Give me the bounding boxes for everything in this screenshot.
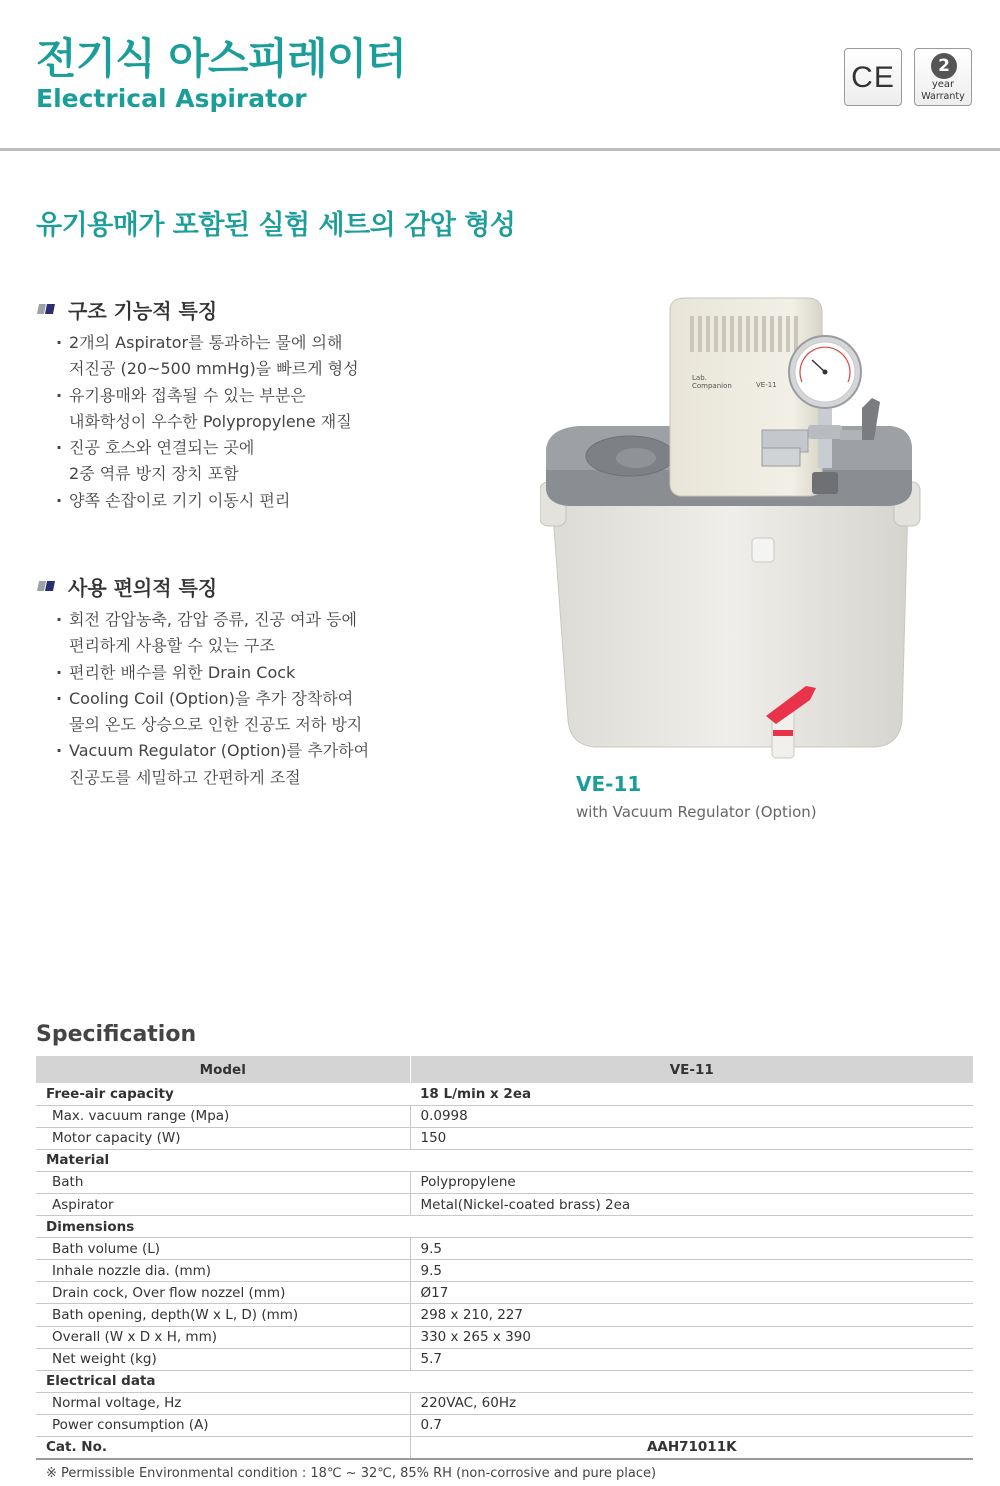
feature-section-usability — [36, 573, 556, 791]
product-name: VE-11 — [576, 772, 642, 796]
list-item: · 회전 감압농축, 감압 증류, 진공 여과 등에 편리하게 사용할 수 있는 구조 — [56, 607, 556, 660]
brand-label-line2: Companion — [692, 382, 732, 390]
product-caption: with Vacuum Regulator (Option) — [576, 803, 817, 821]
section-heading — [36, 296, 556, 322]
list-item: · 편리한 배수를 위한 Drain Cock — [56, 660, 556, 686]
spec-title: Specification — [36, 1022, 197, 1047]
warranty-badge — [914, 48, 972, 106]
column-header-value: VE-11 — [410, 1056, 973, 1083]
table-header-row — [36, 1056, 973, 1083]
table-row: Normal voltage, Hz 220VAC, 60Hz — [36, 1392, 973, 1414]
section-heading — [36, 573, 556, 599]
table-row: Bath volume (L) 9.5 — [36, 1238, 973, 1260]
page-title-english: Electrical Aspirator — [36, 84, 307, 113]
ce-mark-icon: CE — [851, 61, 895, 94]
table-row: Drain cock, Over flow nozzel (mm) Ø17 — [36, 1282, 973, 1304]
table-row: Electrical data — [36, 1370, 973, 1392]
table-row: Free-air capacity 18 L/min x 2ea — [36, 1083, 973, 1105]
section-title: 구조 기능적 특징 — [68, 298, 218, 323]
list-item: · Cooling Coil (Option)을 추가 장착하여 물의 온도 상승으로 인한 진공도 저하 방지 — [56, 686, 556, 739]
table-row: Power consumption (A) 0.7 — [36, 1414, 973, 1436]
table-row: Inhale nozzle dia. (mm) 9.5 — [36, 1260, 973, 1282]
warranty-year: year — [931, 79, 955, 90]
model-label-on-device: VE-11 — [756, 381, 777, 389]
table-row: Material — [36, 1149, 973, 1171]
section-marker-icon — [36, 578, 56, 594]
spec-table — [36, 1056, 973, 1460]
section-title: 사용 편의적 특징 — [68, 575, 218, 600]
page-subtitle: 유기용매가 포함된 실험 세트의 감압 형성 — [36, 210, 516, 241]
table-row-cat-no: Cat. No. AAH71011K — [36, 1437, 973, 1459]
section-marker-icon — [36, 301, 56, 317]
feature-list — [56, 330, 556, 514]
list-item: · Vacuum Regulator (Option)를 추가하여 진공도를 세밀하고 간편하게 조절 — [56, 738, 556, 791]
environment-footnote: ※ Permissible Environmental condition : 18℃ ~ 32℃, 85% RH (non-corrosive and pure place) — [46, 1466, 657, 1481]
page-header — [0, 0, 1000, 150]
table-row: Bath Polypropylene — [36, 1171, 973, 1193]
table-row: Overall (W x D x H, mm) 330 x 265 x 390 — [36, 1326, 973, 1348]
table-row: Bath opening, depth(W x L, D) (mm) 298 x 210, 227 — [36, 1304, 973, 1326]
list-item: · 2개의 Aspirator를 통과하는 물에 의해 저진공 (20~500 mmHg)을 빠르게 형성 — [56, 330, 556, 383]
page-title-korean: 전기식 아스피레이터 — [36, 34, 406, 83]
header-divider — [0, 148, 1000, 151]
table-row: Aspirator Metal(Nickel-coated brass) 2ea — [36, 1193, 973, 1215]
table-row: Max. vacuum range (Mpa) 0.0998 — [36, 1105, 973, 1127]
list-item: · 진공 호스와 연결되는 곳에 2중 역류 방지 장치 포함 — [56, 435, 556, 488]
warranty-number: 2 — [931, 53, 957, 79]
warranty-label: Warranty — [921, 91, 965, 102]
table-row: Net weight (kg) 5.7 — [36, 1348, 973, 1370]
list-item: · 양쪽 손잡이로 기기 이동시 편리 — [56, 488, 556, 514]
feature-section-structure — [36, 296, 556, 514]
product-image-aspirator — [540, 290, 930, 780]
brand-label-line1: Lab. — [692, 374, 707, 382]
list-item: · 유기용매와 접촉될 수 있는 부분은 내화학성이 우수한 Polypropylene 재질 — [56, 383, 556, 436]
feature-list — [56, 607, 556, 791]
ce-mark-badge — [844, 48, 902, 106]
table-row: Motor capacity (W) 150 — [36, 1127, 973, 1149]
table-row: Dimensions — [36, 1216, 973, 1238]
column-header-model: Model — [36, 1056, 410, 1083]
